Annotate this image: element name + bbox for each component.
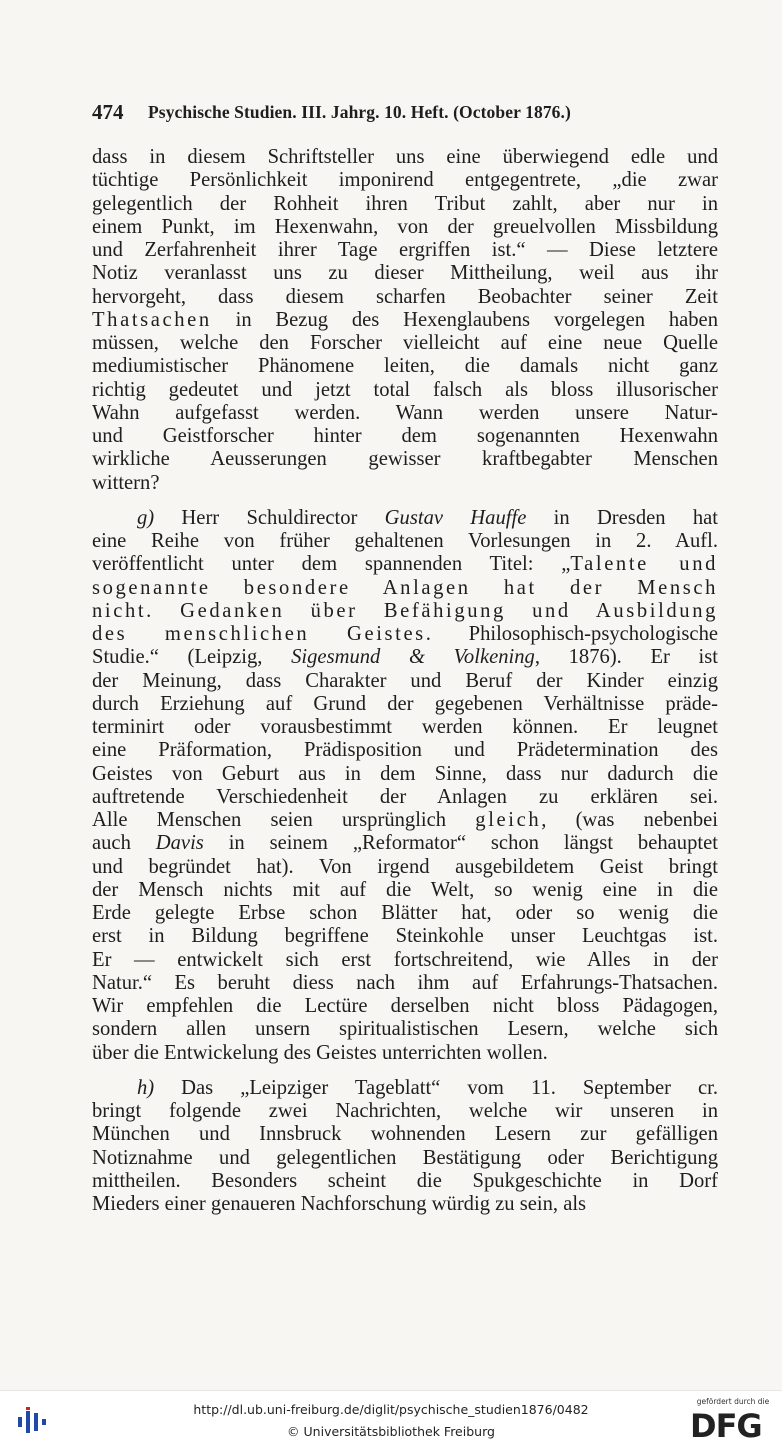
text-run: Wahn aufgefasst werden. Wann werden unsere Natur- [92, 401, 718, 424]
text-line [92, 739, 718, 762]
text-line [92, 425, 718, 448]
text-run: bringt folgende zwei Nachrichten, welche wir unseren in [92, 1100, 718, 1122]
text-line [92, 646, 718, 669]
text-line [92, 832, 718, 855]
text-run: und Geistforscher hinter dem sogenannten Hexenwahn [92, 425, 718, 447]
text-line [92, 169, 718, 192]
text-line [92, 763, 718, 786]
text-run: in Dresden hat [526, 506, 718, 529]
text-line [92, 670, 718, 693]
text-line [92, 262, 718, 285]
text-run: durch Erziehung auf Grund der gegebenen Verhältnisse präde- [92, 692, 718, 715]
text-run: auftretende Verschiedenheit der Anlagen zu erklären sei. [92, 785, 718, 808]
text-line [92, 472, 718, 495]
text-line [92, 1100, 718, 1123]
paragraph [92, 1077, 718, 1217]
dfg-caption: gefördert durch die [696, 1397, 770, 1406]
text-run: eine Präformation, Prädisposition und Prädetermination des [92, 739, 718, 762]
text-line [92, 856, 718, 879]
text-run: Studie.“ (Leipzig, [92, 646, 292, 669]
text-run: der Mensch nichts mit auf die Welt, so wenig eine in die [92, 878, 718, 901]
spaced-text: sogenannte besondere Anlagen hat der Mensch [92, 576, 718, 599]
text-line [92, 902, 718, 925]
text-line [92, 239, 718, 262]
text-line [92, 1193, 718, 1216]
text-run: sondern allen unsern spiritualistischen Lesern, welche sich [92, 1018, 718, 1041]
text-line [92, 879, 718, 902]
text-line [92, 716, 718, 739]
text-line [92, 949, 718, 972]
paragraph-gap [92, 495, 718, 507]
text-line [92, 600, 718, 623]
source-url-link[interactable]: http://dl.ub.uni-freiburg.de/diglit/psychische_studien1876/0482 [193, 1402, 589, 1417]
running-title: Psychische Studien. III. Jahrg. 10. Heft. (October 1876.) [148, 102, 571, 122]
text-run: wirkliche Aeusserungen gewisser kraftbegabter Menschen [92, 448, 718, 471]
text-run: München und Innsbruck wohnenden Lesern zur gefälligen [92, 1123, 718, 1146]
spaced-text: nicht. Gedanken über Befähigung und Ausbildung [92, 599, 718, 622]
text-line [92, 309, 718, 332]
text-run: tüchtige Persönlichkeit imponirend entgegentrete, „die zwar [92, 169, 718, 192]
text-run: und begründet hat). Von irgend ausgebildetem Geist bringt [92, 855, 718, 878]
text-line [92, 577, 718, 600]
text-line [92, 925, 718, 948]
text-line [92, 1123, 718, 1146]
text-line [92, 693, 718, 716]
text-run: Herr Schuldirector [154, 506, 385, 529]
paragraph [92, 507, 718, 1065]
text-run: Wir empfehlen die Lectüre derselben nicht bloss Pädagogen, [92, 995, 718, 1017]
text-line [92, 809, 718, 832]
text-run: richtig gedeutet und jetzt total falsch als bloss illusorischer [92, 378, 718, 401]
text-line [92, 193, 718, 216]
text-run: terminirt oder vorausbestimmt werden können. Er leugnet [92, 716, 718, 738]
text-run: Natur.“ Es beruht diess nach ihm auf Erfahrungs-Thatsachen. [92, 971, 718, 994]
text-run: Notiz veranlasst uns zu dieser Mittheilung, weil aus ihr [92, 262, 718, 285]
text-line [92, 332, 718, 355]
text-run: Notiznahme und gelegentlichen Bestätigung oder Berichtigung [92, 1146, 718, 1169]
text-line [92, 1077, 718, 1100]
text-run: in Bezug des Hexenglaubens vorgelegen haben [211, 308, 718, 331]
text-line [92, 972, 718, 995]
text-line [92, 146, 718, 169]
paragraph-gap [92, 1065, 718, 1077]
text-run: dass in diesem Schriftsteller uns eine überwiegend edle und [92, 146, 718, 168]
italic-text: Davis [155, 832, 204, 855]
dfg-logo [688, 1397, 778, 1445]
footer-bar [0, 1390, 782, 1451]
text-line [92, 1018, 718, 1041]
text-run: wittern? [92, 471, 160, 494]
text-run: mittheilen. Besonders scheint die Spukgeschichte in Dorf [92, 1169, 718, 1192]
text-line [92, 286, 718, 309]
running-header [92, 98, 722, 130]
text-line [92, 402, 718, 425]
text-run: Mieders einer genaueren Nachforschung würdig zu sein, als [92, 1193, 587, 1215]
text-line [92, 355, 718, 378]
paragraph [92, 146, 718, 495]
italic-text: Gustav Hauffe [384, 506, 527, 529]
text-line [92, 786, 718, 809]
text-line [92, 507, 718, 530]
text-run: mediumistischer Phänomene leiten, die damals nicht ganz [92, 355, 718, 378]
dfg-logo-text: DFG [690, 1407, 762, 1445]
spaced-text: Talente und [570, 553, 718, 576]
text-run: und Zerfahrenheit ihrer Tage ergriffen ist.“ — Diese letztere [92, 239, 718, 261]
text-run: auch [92, 832, 156, 855]
spaced-text: des menschlichen Geistes. [92, 623, 434, 645]
text-line [92, 623, 718, 646]
copyright-notice: © Universitätsbibliothek Freiburg [287, 1424, 495, 1439]
italic-text: h) [137, 1076, 155, 1099]
italic-text: Sigesmund & Volkening [291, 646, 535, 669]
text-run: Er — entwickelt sich erst fortschreitend, wie Alles in der [92, 948, 718, 971]
text-line [92, 1042, 718, 1065]
text-line [92, 995, 718, 1018]
text-run: der Meinung, dass Charakter und Beruf der Kinder einzig [92, 669, 718, 692]
text-run: veröffentlicht unter dem spannenden Titel: „ [92, 553, 571, 576]
page-number: 474 [92, 100, 124, 124]
text-run: Das „Leipziger Tageblatt“ vom 11. September cr. [154, 1076, 718, 1099]
text-run: erst in Bildung begriffene Steinkohle unser Leuchtgas ist. [92, 925, 718, 948]
text-run: über die Entwickelung des Geistes unterrichten wollen. [92, 1041, 548, 1064]
text-line [92, 448, 718, 471]
text-line [92, 530, 718, 553]
text-run: Philosophisch-psychologische [433, 623, 718, 645]
text-run: Geistes von Geburt aus in dem Sinne, dass nur dadurch die [92, 762, 718, 785]
text-run: hervorgeht, dass diesem scharfen Beobachter seiner Zeit [92, 285, 718, 308]
text-run: , (was nebenbei [541, 809, 718, 831]
text-run: Erde gelegte Erbse schon Blätter hat, oder so wenig die [92, 902, 718, 924]
text-run: müssen, welche den Forscher vielleicht auf eine neue Quelle [92, 332, 718, 354]
text-run: Alle Menschen seien ursprünglich [92, 809, 476, 831]
text-run: eine Reihe von früher gehaltenen Vorlesungen in 2. Aufl. [92, 530, 718, 552]
text-line [92, 216, 718, 239]
text-line [92, 379, 718, 402]
text-run: gelegentlich der Rohheit ihren Tribut zahlt, aber nur in [92, 192, 718, 215]
text-line [92, 1147, 718, 1170]
spaced-text: Thatsachen [92, 308, 212, 331]
text-run: , 1876). Er ist [534, 646, 718, 669]
text-run: einem Punkt, im Hexenwahn, von der greuelvollen Missbildung [92, 215, 718, 238]
body-text [92, 146, 718, 1216]
text-line [92, 1170, 718, 1193]
italic-text: g) [137, 506, 155, 529]
text-line [92, 553, 718, 576]
text-run: in seinem „Reformator“ schon längst behauptet [203, 832, 718, 855]
spaced-text: gleich [475, 809, 542, 831]
